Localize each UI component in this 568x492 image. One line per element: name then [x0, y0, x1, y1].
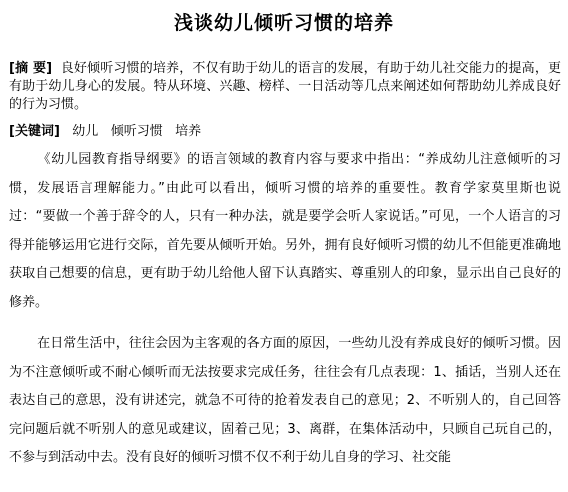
paragraph-1-text: 《幼儿园教育指导纲要》的语言领域的教育内容与要求中指出：“养成幼儿注意倾听的习惯，发展语言理解能力。”由此可以看出，倾听习惯的培养的重要性。教育学家莫里斯也说过：“要做一个善于辞令的人，只有一种办法，就是要学会听人家说话。”可见，一个人语言的习得并能够运用它进行交际，首先要从倾听开始。另外，拥有良好倾听习惯的幼儿不但能更准确地获取自己想要的信息，更有助于幼儿给他人留下认真踏实、尊重别人的印象，显示出自己良好的修养。 — [9, 152, 561, 310]
abstract — [9, 60, 561, 114]
body-paragraph-1 — [9, 146, 561, 317]
document-title: 浅谈幼儿倾听习惯的培养 — [173, 12, 394, 34]
keywords-text: 幼儿 倾听习惯 培养 — [72, 124, 202, 139]
abstract-text: 良好倾听习惯的培养，不仅有助于幼儿的语言的发展，有助于幼儿社交能力的提高，更有助于幼儿身心的发展。特从环境、兴趣、榜样、一日活动等几点来阐述如何帮助幼儿养成良好的行为习惯。 — [9, 61, 561, 112]
body-paragraph-2 — [9, 330, 561, 473]
keywords — [9, 123, 561, 141]
abstract-label: [摘 要] — [9, 61, 53, 76]
keywords-label: [关键词] — [9, 124, 60, 139]
paragraph-2-text: 在日常生活中，往往会因为主客观的各方面的原因，一些幼儿没有养成良好的倾听习惯。因为不注意倾听或不耐心倾听而无法按要求完成任务，往往会有几点表现：1、插话，当别人还在表达自己的意思，没有讲述完，就急不可待的抢着发表自己的意见；2、不听别人的，自己回答完问题后就不听别人的意见或建议，固着己见；3、离群，在集体活动中，只顾自己玩自己的，不参与到活动中去。没有良好的倾听习惯不仅不利于幼儿自身的学习、社交能 — [9, 336, 561, 465]
